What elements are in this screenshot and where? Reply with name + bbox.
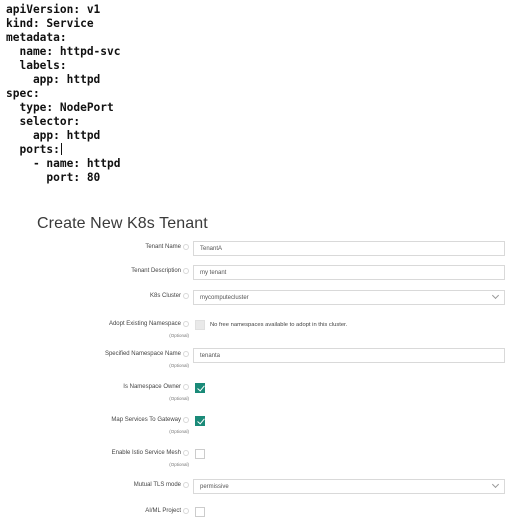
code-line: name: httpd-svc [6, 45, 121, 58]
specified-namespace-input[interactable]: tenanta [193, 348, 505, 363]
mutual-tls-value: permissive [200, 484, 229, 490]
optional-hint: (Optional) [169, 333, 189, 338]
adopt-namespace-checkbox[interactable] [195, 320, 205, 330]
k8s-cluster-row [0, 290, 515, 310]
help-icon[interactable] [183, 244, 189, 250]
map-services-row [0, 414, 515, 434]
code-line: port: 80 [6, 171, 101, 184]
tenant-description-label: Tenant Description [131, 268, 181, 274]
tenant-description-row [0, 265, 515, 285]
code-line: selector: [6, 115, 81, 128]
code-line: app: httpd [6, 129, 101, 142]
optional-hint: (Optional) [169, 429, 189, 434]
tenant-description-input[interactable]: my tenant [193, 265, 505, 280]
mutual-tls-select[interactable] [193, 479, 505, 494]
adopt-namespace-note: No free namespaces available to adopt in this cluster. [210, 322, 348, 328]
help-icon[interactable] [183, 321, 189, 327]
k8s-cluster-value: mycomputecluster [200, 295, 249, 301]
namespace-owner-row [0, 381, 515, 401]
adopt-namespace-label: Adopt Existing Namespace [108, 321, 181, 327]
help-icon[interactable] [183, 293, 189, 299]
code-line: spec: [6, 87, 40, 100]
namespace-owner-checkbox[interactable] [195, 383, 205, 393]
optional-hint: (Optional) [169, 462, 189, 467]
page-title: Create New K8s Tenant [37, 215, 208, 232]
help-icon[interactable] [183, 268, 189, 274]
help-icon[interactable] [183, 417, 189, 423]
help-icon[interactable] [183, 482, 189, 488]
chevron-down-icon [492, 481, 499, 488]
tenant-name-row [0, 241, 515, 261]
istio-mesh-row [0, 447, 515, 467]
map-services-checkbox[interactable] [195, 416, 205, 426]
text-cursor [61, 143, 62, 155]
optional-hint: (Optional) [169, 396, 189, 401]
istio-mesh-checkbox[interactable] [195, 449, 205, 459]
code-line: app: httpd [6, 73, 101, 86]
code-line: labels: [6, 59, 67, 72]
mutual-tls-label: Mutual TLS mode [133, 482, 181, 488]
tenant-name-label: Tenant Name [145, 244, 181, 250]
aiml-project-checkbox[interactable] [195, 507, 205, 517]
optional-hint: (Optional) [169, 363, 189, 368]
mutual-tls-row [0, 479, 515, 499]
map-services-label: Map Services To Gateway [111, 417, 181, 423]
aiml-project-label: AI/ML Project [145, 508, 181, 514]
tenant-name-input[interactable]: TenantA [193, 241, 505, 256]
help-icon[interactable] [183, 508, 189, 514]
istio-mesh-label: Enable Istio Service Mesh [111, 450, 181, 456]
adopt-namespace-row [0, 318, 515, 338]
code-line: - name: httpd [6, 157, 121, 170]
code-line: metadata: [6, 31, 67, 44]
code-line: kind: Service [6, 17, 94, 30]
help-icon[interactable] [183, 351, 189, 357]
specified-namespace-label: Specified Namespace Name [104, 351, 181, 357]
specified-namespace-row [0, 348, 515, 368]
help-icon[interactable] [183, 384, 189, 390]
k8s-cluster-select[interactable] [193, 290, 505, 305]
aiml-project-row [0, 505, 515, 525]
k8s-cluster-label: K8s Cluster [149, 293, 181, 299]
code-line: type: NodePort [6, 101, 114, 114]
help-icon[interactable] [183, 450, 189, 456]
yaml-code-block[interactable] [6, 3, 121, 185]
code-line: ports: [6, 143, 60, 156]
chevron-down-icon [492, 292, 499, 299]
code-line: apiVersion: v1 [6, 3, 101, 16]
namespace-owner-label: Is Namespace Owner [123, 384, 181, 390]
